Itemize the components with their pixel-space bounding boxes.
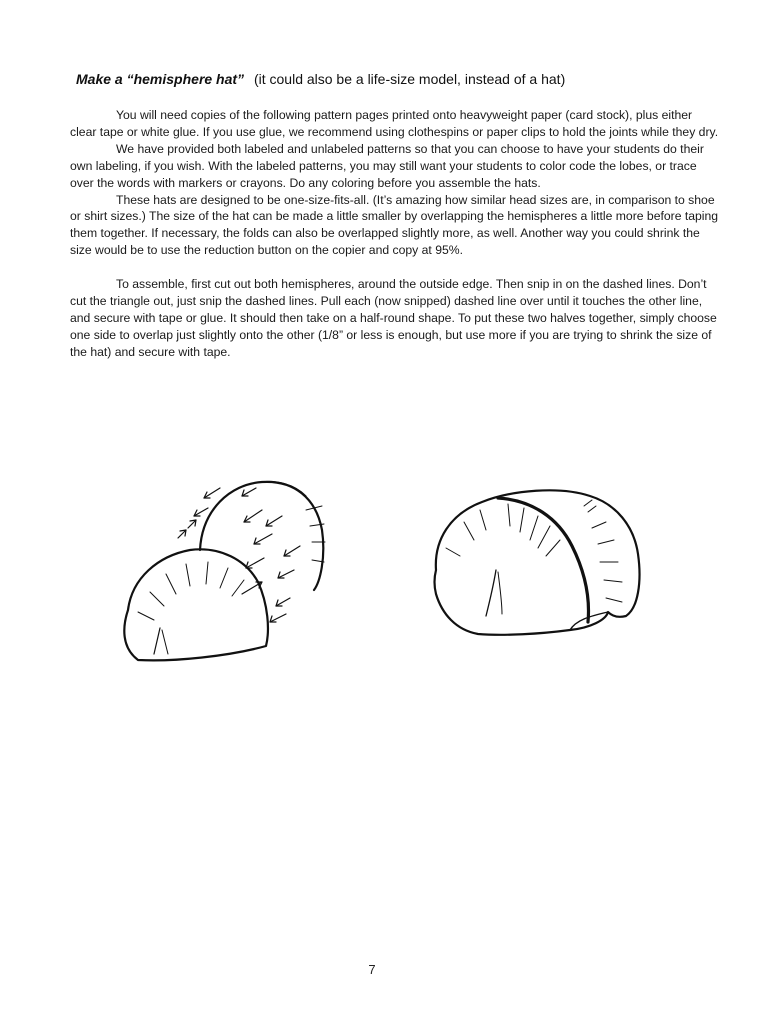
hemisphere-halves-drawing <box>110 470 350 670</box>
hemisphere-halves-assembly-illustration <box>110 470 350 670</box>
heading-title: Make a “hemisphere hat” <box>76 71 245 87</box>
heading <box>76 70 726 88</box>
assembled-hemisphere-hat-illustration <box>420 470 660 660</box>
page-number: 7 <box>368 962 376 977</box>
assembled-hat-drawing <box>420 470 660 660</box>
instructions-body <box>70 107 720 361</box>
paragraph-assembly: To assemble, first cut out both hemispheres, around the outside edge. Then snip in on the dashed lines. Don’t cut the triangle out, just snip the dashed lines. Pull each (now snipped) dashed line over until it touches the other line, and secure with tape or glue. It should then take on a half-round shape. To put these two halves together, simply choose one side to overlap just slightly onto the other (1/8” or less is enough, but use more if you are trying to shrink the size of the hat) and secure with tape. <box>70 277 717 359</box>
paragraph-materials: You will need copies of the following pattern pages printed onto heavyweight paper (card stock), plus either clear tape or white glue. If you use glue, we recommend using clothespins or paper clips to hold the joints while they dry. <box>70 108 719 139</box>
heading-subtitle: (it could also be a life-size model, instead of a hat) <box>253 71 566 87</box>
paragraph-sizing: These hats are designed to be one-size-fits-all. (It’s amazing how similar head sizes are, in comparison to shoe or shirt sizes.) The size of the hat can be made a little smaller by overlapping the hemispheres a little more before taping them together. If necessary, the folds can also be overlapped slightly more, as well. Another way you could shrink the size would be to use the reduction button on the copier and copy at 95%. <box>70 192 719 258</box>
paragraph-labeling: We have provided both labeled and unlabeled patterns so that you can choose to have your students do their own labeling, if you wish. With the labeled patterns, you may still want your students to color code the lobes, or trace over the words with markers or crayons. Do any coloring before you assemble the hats. <box>70 141 704 190</box>
